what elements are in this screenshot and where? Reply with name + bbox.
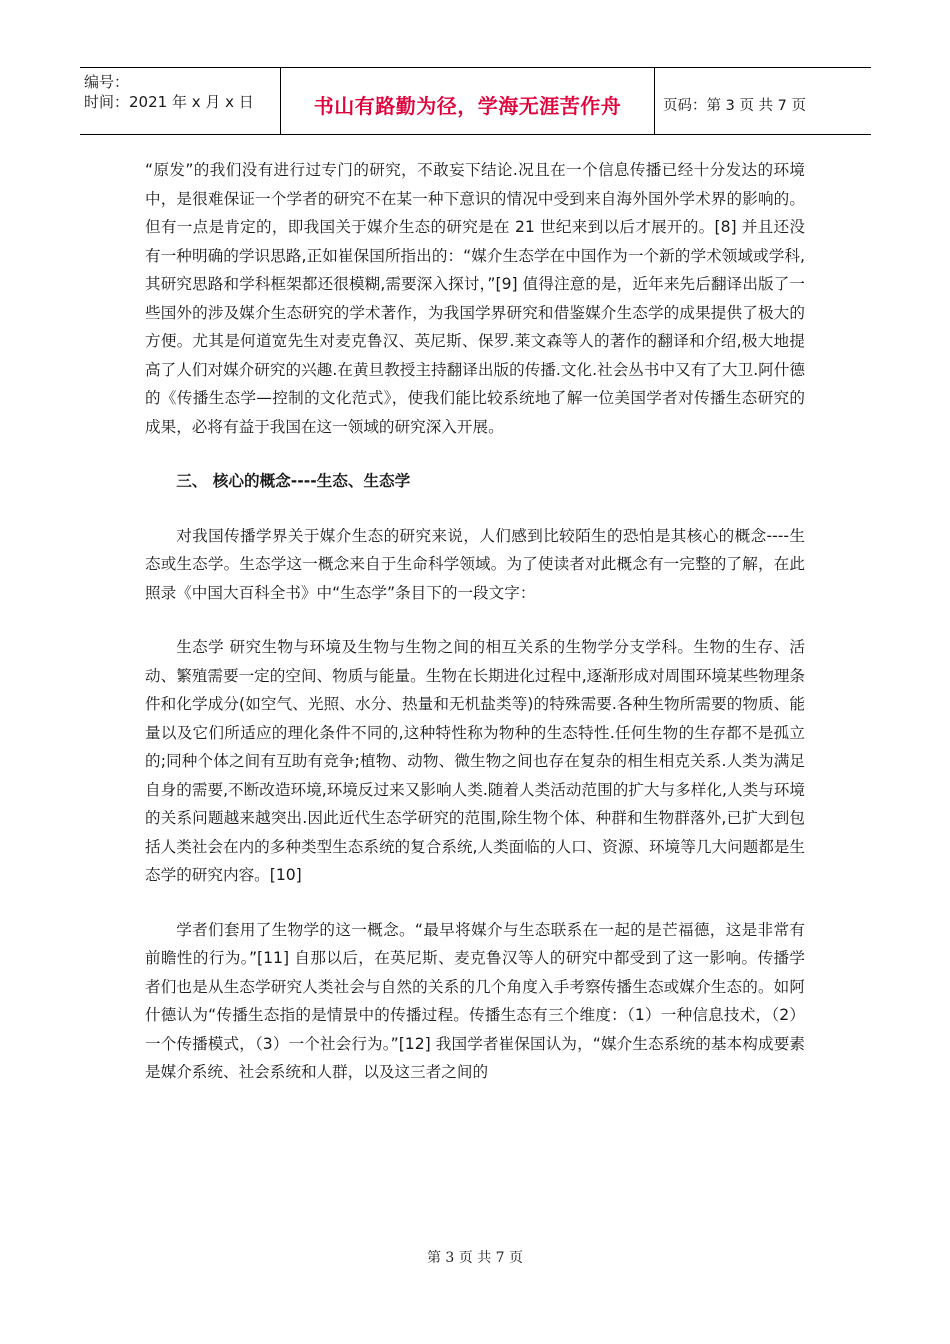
header-page-cell [655,68,871,134]
body-paragraph: 学者们套用了生物学的这一概念。“最早将媒介与生态联系在一起的是芒福德，这是非常有前瞻性的行为。”[11] 自那以后，在英尼斯、麦克鲁汉等人的研究中都受到了这一影响。传播学者们也是从生态学研究人类社会与自然的关系的几个角度入手考察传播生态或媒介生态的。如阿什德认为“传播生态指的是情景中的传播过程。传播生态有三个维度：（1）一种信息技术，（2）一个传播模式，（3）一个社会行为。”[12] 我国学者崔保国认为，“媒介生态系统的基本构成要素是媒介系统、社会系统和人群，以及这三者之间的 [145,920,805,1081]
header-table [80,67,871,135]
section-heading: 三、 核心的概念----生态、生态学 [176,472,411,490]
header-meta-cell [80,68,281,134]
page-footer: 第 3 页 共 7 页 [426,1250,524,1266]
header-motto: 书山有路勤为径，学海无涯苦作舟 [313,93,622,118]
body-paragraph: 对我国传播学界关于媒介生态的研究来说，人们感到比较陌生的恐怕是其核心的概念----生态或生态学。生态学这一概念来自于生命科学领域。为了使读者对此概念有一完整的了解，在此照录《中国大百科全书》中“生态学”条目下的一段文字： [145,526,805,602]
body-paragraph: “原发”的我们没有进行过专门的研究，不敢妄下结论.况且在一个信息传播已经十分发达的环境中，是很难保证一个学者的研究不在某一种下意识的情况中受到来自海外国外学术界的影响的。但有一点是肯定的，即我国关于媒介生态的研究是在 21 世纪来到以后才展开的。[8] 并且还没有一种明确的学识思路,正如崔保国所指出的：“媒介生态学在中国作为一个新的学术领域或学科,其研究思路和学科框架都还很模糊,需要深入探讨，”[9] 值得注意的是，近年来先后翻译出版了一些国外的涉及媒介生态研究的学术著作，为我国学界研究和借鉴媒介生态学的成果提供了极大的方便。尤其是何道宽先生对麦克鲁汉、英尼斯、保罗.莱文森等人的著作的翻译和介绍,极大地提高了人们对媒介研究的兴趣.在黄旦教授主持翻译出版的传播.文化.社会丛书中又有了大卫.阿什德的《传播生态学—控制的文化范式》，使我们能比较系统地了解一位美国学者对传播生态研究的成果，必将有益于我国在这一领域的研究深入开展。 [145,161,805,436]
document-date: 时间：2021 年 x 月 x 日 [84,93,254,111]
document-body [145,156,805,1087]
header-page-info: 页码：第 3 页 共 7 页 [663,97,806,114]
header-motto-cell [281,68,655,134]
document-number-label: 编号： [84,73,130,91]
encyclopedia-quote: 生态学 研究生物与环境及生物与生物之间的相互关系的生物学分支学科。生物的生存、活动、繁殖需要一定的空间、物质与能量。生物在长期进化过程中,逐渐形成对周围环境某些物理条件和化学成分(如空气、光照、水分、热量和无机盐类等)的特殊需要.各种生物所需要的物质、能量以及它们所适应的理化条件不同的,这种特性称为物种的生态特性.任何生物的生存都不是孤立的;同种个体之间有互助有竞争;植物、动物、微生物之间也存在复杂的相生相克关系.人类为满足自身的需要,不断改造环境,环境反过来又影响人类.随着人类活动范围的扩大与多样化,人类与环境的关系问题越来越突出.因此近代生态学研究的范围,除生物个体、种群和生物群落外,已扩大到包括人类社会在内的多种类型生态系统的复合系统,人类面临的人口、资源、环境等几大问题都是生态学的研究内容。[10] [145,638,805,884]
